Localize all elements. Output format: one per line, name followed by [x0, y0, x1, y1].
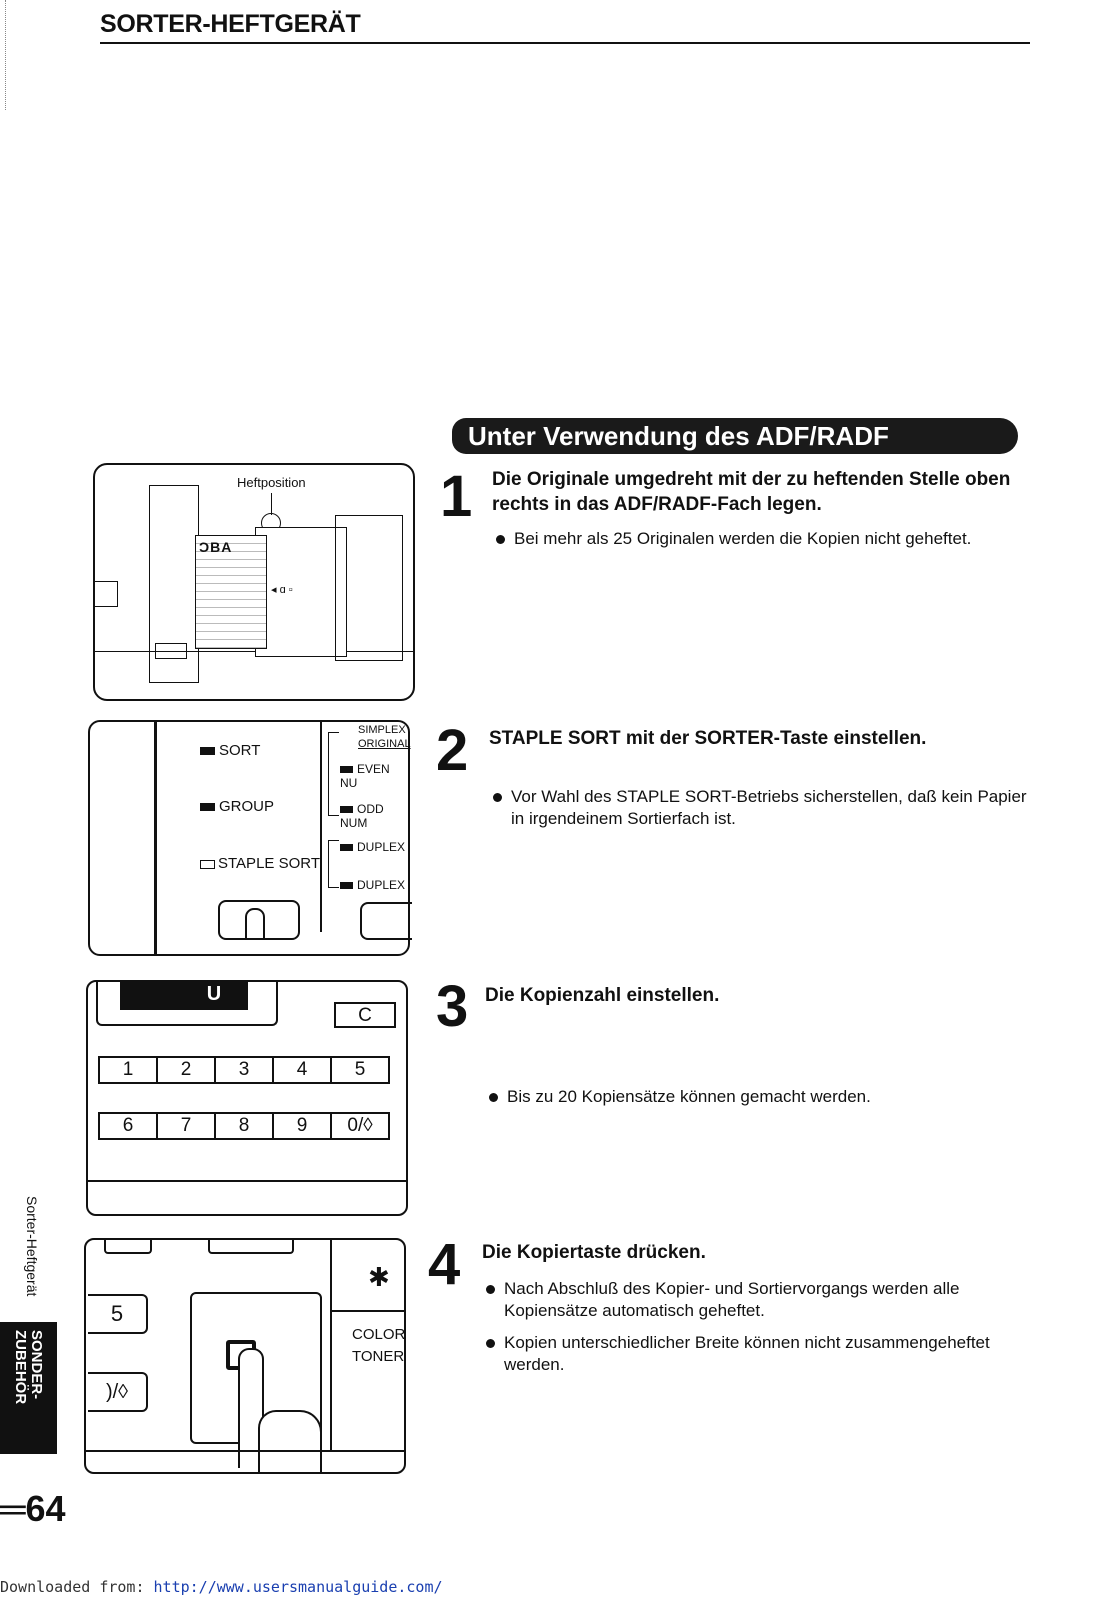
download-footer [0, 1578, 443, 1596]
sort-option: SORT [200, 742, 260, 759]
staple-sort-option: STAPLE SORT [200, 855, 320, 872]
step-4-bullet-1: Nach Abschluß des Kopier- und Sortiervorgangs werden alle Kopiensätze automatisch geheftet. [486, 1278, 1014, 1322]
step-1-number: 1 [440, 464, 473, 529]
key-8[interactable]: 8 [214, 1112, 274, 1140]
top-slot-left [104, 1238, 152, 1254]
simplex-label: SIMPLEX [358, 724, 406, 736]
right-key[interactable] [360, 902, 412, 940]
keypad-row-1 [98, 1056, 390, 1084]
step-3-heading: Die Kopienzahl einstellen. [485, 985, 720, 1006]
sort-indicator [200, 747, 215, 755]
keypad-illustration [86, 980, 408, 1216]
right-divider [320, 722, 322, 932]
heftposition-label: Heftposition [237, 475, 306, 490]
key-5-partial[interactable]: 5 [88, 1294, 148, 1334]
step-4-bullets [486, 1278, 1014, 1376]
page-number-rule: ═ [0, 1488, 26, 1529]
staple-sort-indicator [200, 860, 215, 869]
panel-divider [154, 722, 157, 954]
side-slot [95, 581, 118, 607]
duplex-label-2: DUPLEX [340, 878, 405, 892]
guide-rail [335, 515, 403, 661]
step-2-bullet-1: Vor Wahl des STAPLE SORT-Betriebs sicherstellen, daß kein Papier in irgendeinem Sortierfach ist. [493, 786, 1039, 830]
keypad-base-line [88, 1180, 406, 1182]
key-4[interactable]: 4 [272, 1056, 332, 1084]
paper-sheet-back [255, 527, 347, 657]
step-2-heading: STAPLE SORT mit der SORTER-Taste einstellen. [489, 728, 927, 749]
step-1-heading: Die Originale umgedreht mit der zu heftenden Stelle oben rechts in das ADF/RADF-Fach legen. [492, 469, 1011, 515]
key-0-partial[interactable]: )/◊ [88, 1372, 148, 1412]
odd-label: ODD NUM [340, 802, 384, 830]
finger-icon [245, 908, 265, 940]
figure-icon: ✱ [368, 1262, 390, 1292]
key-9[interactable]: 9 [272, 1112, 332, 1140]
panel-hline [330, 1310, 406, 1312]
adf-illustration [93, 463, 415, 701]
key-2[interactable]: 2 [156, 1056, 216, 1084]
footer-link[interactable]: http://www.usersmanualguide.com/ [153, 1578, 443, 1596]
duplex-label-1: DUPLEX [340, 840, 405, 854]
step-1-bullet-1: Bei mehr als 25 Originalen werden die Kopien nicht geheftet. [496, 528, 1044, 550]
illus4-base-line [86, 1450, 404, 1452]
step-2-number: 2 [436, 718, 469, 783]
section-banner: Unter Verwendung des ADF/RADF [452, 418, 1018, 454]
key-0[interactable]: 0/◊ [330, 1112, 390, 1140]
step-4-number: 4 [428, 1232, 461, 1297]
key-7[interactable]: 7 [156, 1112, 216, 1140]
guide-marks: ◂ ɑ ▫ [271, 584, 293, 596]
color-label: COLOR [352, 1326, 406, 1343]
margin-dots [5, 0, 8, 110]
section-tab [0, 1322, 57, 1454]
page-number [0, 1488, 66, 1530]
page-title: SORTER-HEFTGERÄT [100, 10, 361, 38]
keypad-row-2 [98, 1112, 390, 1140]
sorter-panel-illustration [88, 720, 410, 956]
key-1[interactable]: 1 [98, 1056, 158, 1084]
pointer-line [271, 493, 272, 515]
key-5[interactable]: 5 [330, 1056, 390, 1084]
paper-text: ƆBA [199, 539, 233, 555]
toner-label: TONER [352, 1348, 405, 1365]
original-label: ORIGINAL [358, 738, 411, 750]
section-tab-label: SONDER-ZUBEHÖR [12, 1330, 45, 1405]
group-option: GROUP [200, 798, 274, 815]
bracket-bottom [328, 840, 339, 888]
top-slot-right [208, 1238, 294, 1254]
key-3[interactable]: 3 [214, 1056, 274, 1084]
step-3-bullet-1: Bis zu 20 Kopiensätze können gemacht werden. [489, 1086, 1035, 1108]
section-side-label: Sorter-Heftgerät [24, 1196, 40, 1297]
step-4-heading: Die Kopiertaste drücken. [482, 1242, 706, 1263]
bracket-top [328, 732, 339, 816]
title-rule [100, 42, 1030, 44]
clear-key[interactable]: C [334, 1002, 396, 1028]
group-indicator [200, 803, 215, 811]
copy-key-illustration [84, 1238, 406, 1474]
counter-display [120, 980, 248, 1010]
page-number-value: 64 [25, 1488, 66, 1529]
step-3-number: 3 [436, 974, 469, 1039]
display-value: U [206, 983, 222, 1005]
footer-prefix: Downloaded from: [0, 1578, 154, 1596]
key-6[interactable]: 6 [98, 1112, 158, 1140]
hand-knuckles [258, 1410, 322, 1472]
right-panel-divider [330, 1238, 332, 1450]
even-label: EVEN NU [340, 762, 390, 790]
step-4-bullet-2: Kopien unterschiedlicher Breite können nicht zusammengeheftet werden. [486, 1332, 1014, 1376]
